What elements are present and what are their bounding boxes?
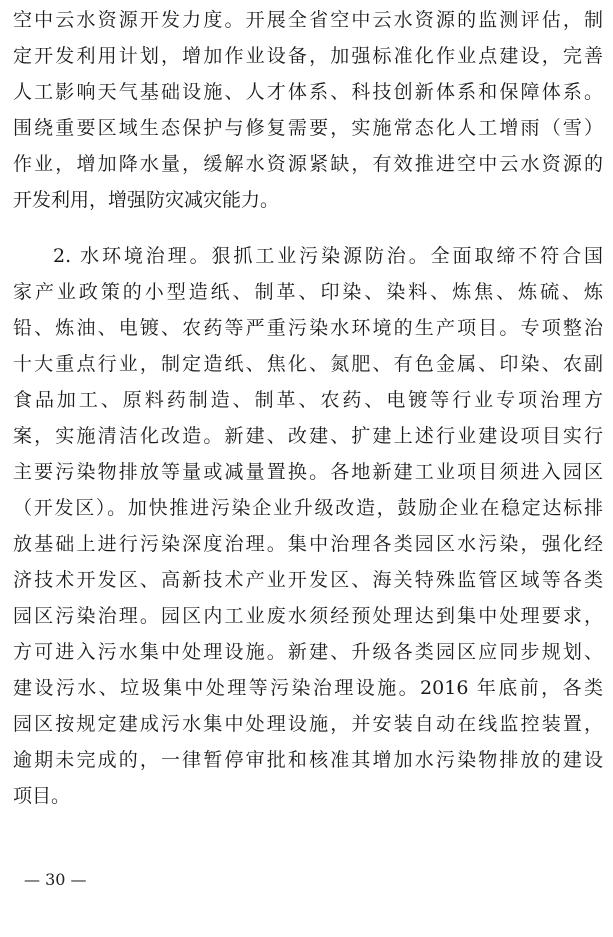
- text-line: （开发区）。加快推进污染企业升级改造，鼓励企业在稳定达标排: [13, 497, 603, 519]
- text-line: 2. 水环境治理。狠抓工业污染源防治。全面取缔不符合国: [53, 245, 603, 267]
- text-line: 作业，增加降水量，缓解水资源紧缺，有效推进空中云水资源的: [13, 153, 603, 175]
- page-number: — 30 —: [24, 870, 87, 889]
- text-line: 案，实施清洁化改造。新建、改建、扩建上述行业建设项目实行: [13, 425, 603, 447]
- paragraph-cloud-water-resources: [13, 2, 603, 218]
- text-line: 建设污水、垃圾集中处理等污染治理设施。2016 年底前，各类: [13, 677, 603, 699]
- text-line: 项目。: [13, 785, 71, 807]
- text-line: 定开发利用计划，增加作业设备，加强标准化作业点建设，完善: [13, 45, 603, 67]
- text-line: 开发利用，增强防灾减灾能力。: [13, 189, 280, 211]
- text-line: 十大重点行业，制定造纸、焦化、氮肥、有色金属、印染、农副: [13, 353, 603, 375]
- text-line: 园区污染治理。园区内工业废水须经预处理达到集中处理要求，: [13, 605, 603, 627]
- text-line: 园区按规定建成污水集中处理设施，并安装自动在线监控装置，: [13, 713, 603, 735]
- text-line: 空中云水资源开发力度。开展全省空中云水资源的监测评估，制: [13, 9, 603, 31]
- text-line: 食品加工、原料药制造、制革、农药、电镀等行业专项治理方: [13, 389, 603, 411]
- text-line: 放基础上进行污染深度治理。集中治理各类园区水污染，强化经: [13, 533, 603, 555]
- text-line: 铅、炼油、电镀、农药等严重污染水环境的生产项目。专项整治: [13, 317, 603, 339]
- text-line: 围绕重要区域生态保护与修复需要，实施常态化人工增雨（雪）: [13, 117, 603, 139]
- paragraph-water-environment-governance: [13, 238, 603, 814]
- text-line: 主要污染物排放等量或减量置换。各地新建工业项目须进入园区: [13, 461, 603, 483]
- text-line: 逾期未完成的，一律暂停审批和核准其增加水污染物排放的建设: [13, 749, 603, 771]
- text-line: 方可进入污水集中处理设施。新建、升级各类园区应同步规划、: [13, 641, 603, 663]
- text-line: 人工影响天气基础设施、人才体系、科技创新体系和保障体系。: [13, 81, 603, 103]
- text-line: 济技术开发区、高新技术产业开发区、海关特殊监管区域等各类: [13, 569, 603, 591]
- text-line: 家产业政策的小型造纸、制革、印染、染料、炼焦、炼硫、炼: [13, 281, 603, 303]
